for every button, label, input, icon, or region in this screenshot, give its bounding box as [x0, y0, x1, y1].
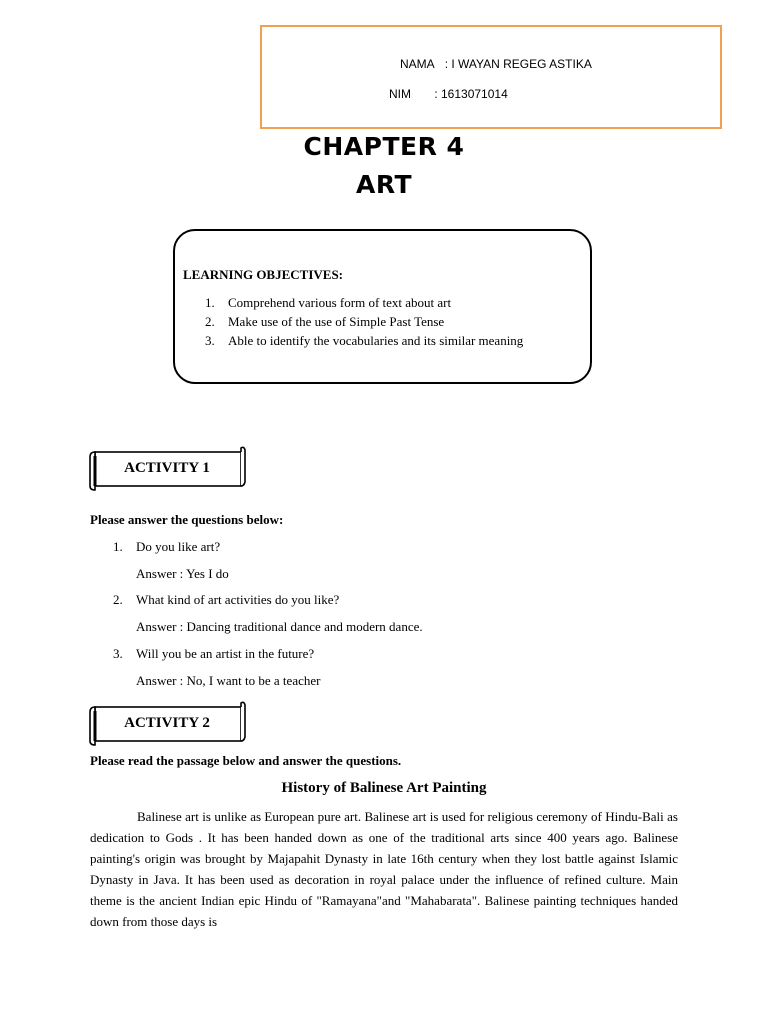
objective-text: Able to identify the vocabularies and its similar meaning	[228, 333, 524, 348]
activity-2-label: ACTIVITY 2	[124, 715, 210, 731]
question-number: 3.	[113, 646, 123, 661]
answer-text: Answer : Dancing traditional dance and modern dance.	[136, 619, 423, 634]
activity-1-instruction: Please answer the questions below:	[90, 512, 284, 527]
activity-2-banner	[88, 701, 246, 747]
objective-text: Make use of the use of Simple Past Tense	[228, 314, 445, 329]
question-text: Do you like art?	[136, 539, 221, 554]
nim-label: NIM	[389, 87, 411, 101]
passage-text: Balinese art is unlike as European pure art. Balinese art is used for religious ceremony of Hindu-Bali as dedication to Gods . It has been handed down as one of the traditional arts since 400 years ago. Balinese painting's origin was brought by Majapahit Dynasty in late 16th century when they lost battle against Islamic Dynasty in Java. It has been used as decoration in royal palace under the influence of refined culture. Main theme is the ancient Indian epic Hindu of "Ramayana"and "Mahabarata". Balinese painting techniques handed down from those days is	[90, 809, 678, 929]
objective-number: 1.	[205, 295, 215, 310]
name-value: : I WAYAN REGEG ASTIKA	[444, 57, 592, 71]
question-number: 1.	[113, 539, 123, 554]
chapter-title: ART	[355, 170, 413, 199]
student-info-box	[260, 25, 722, 129]
name-label: NAMA	[400, 57, 435, 71]
passage-title: History of Balinese Art Painting	[281, 780, 487, 796]
chapter-number: CHAPTER 4	[303, 132, 465, 161]
objective-text: Comprehend various form of text about art	[228, 295, 452, 310]
objective-item	[205, 333, 523, 349]
activity-1-banner	[88, 446, 246, 492]
question-text: Will you be an artist in the future?	[136, 646, 315, 661]
answer-text: Answer : Yes I do	[136, 566, 229, 581]
objective-number: 3.	[205, 333, 215, 348]
question-number: 2.	[113, 592, 123, 607]
name-line	[400, 57, 592, 71]
answer-text: Answer : No, I want to be a teacher	[136, 673, 321, 688]
learning-objectives-box	[173, 229, 592, 384]
nim-line	[389, 87, 508, 101]
activity-2-instruction: Please read the passage below and answer the questions.	[90, 753, 402, 768]
objective-item	[205, 295, 451, 311]
objectives-heading: LEARNING OBJECTIVES:	[183, 267, 344, 282]
activity-1-label: ACTIVITY 1	[124, 460, 210, 476]
objective-number: 2.	[205, 314, 215, 329]
objective-item	[205, 314, 444, 330]
question-text: What kind of art activities do you like?	[136, 592, 340, 607]
nim-value: : 1613071014	[434, 87, 508, 101]
